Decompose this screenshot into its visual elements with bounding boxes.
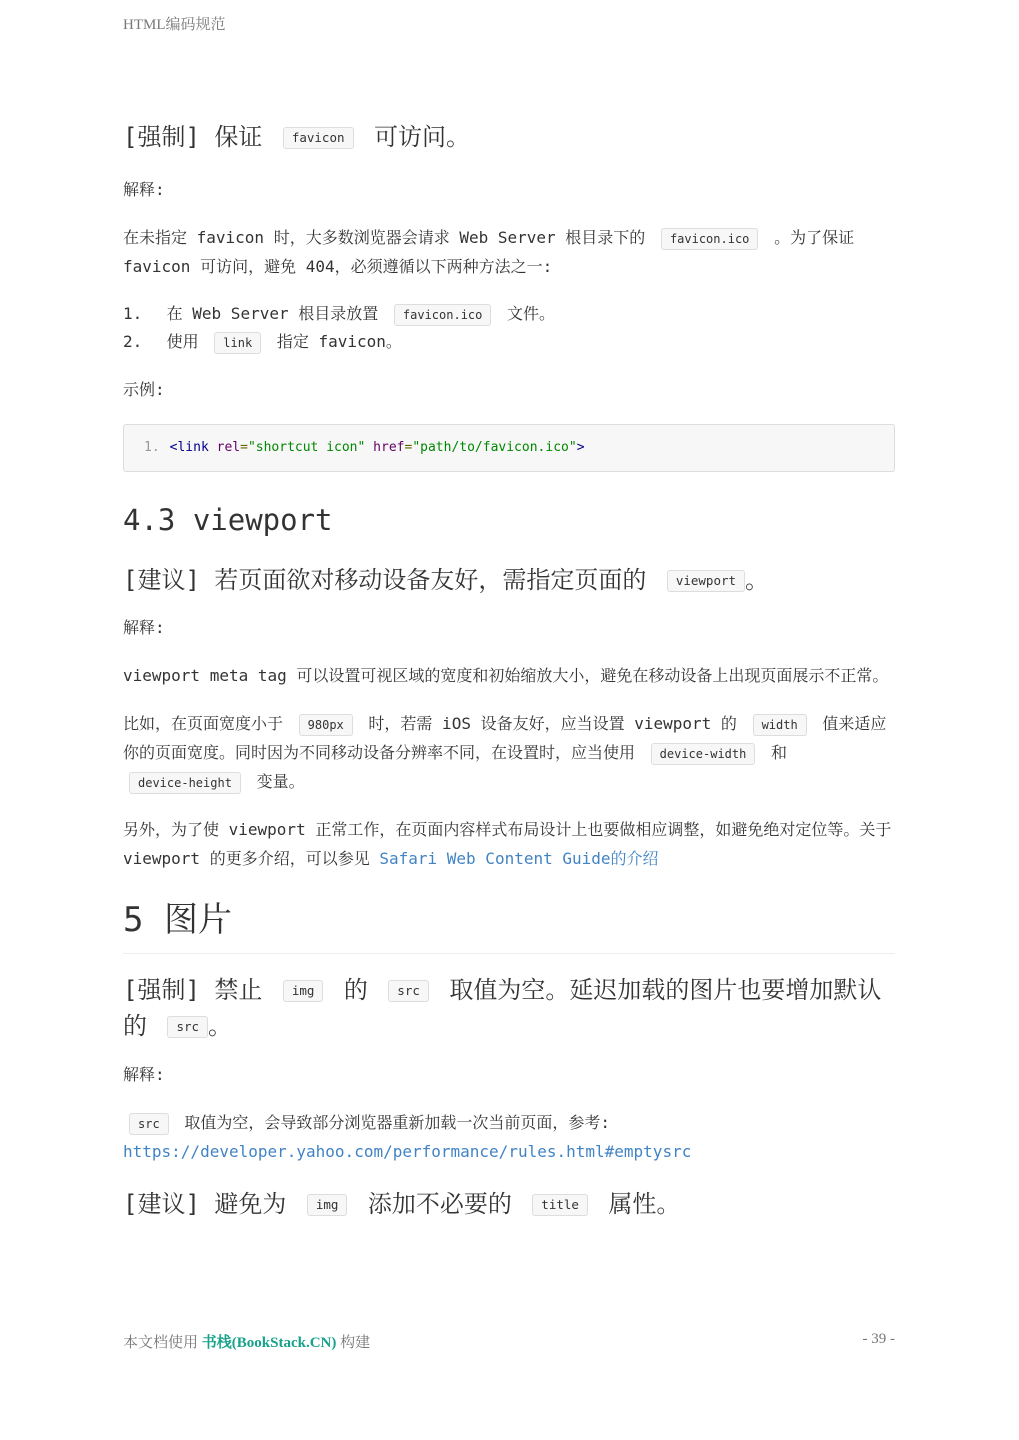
footer-text: 本文档使用: [123, 1335, 199, 1351]
heading-text: 属性。: [608, 1190, 681, 1218]
inline-code: src: [167, 1016, 208, 1038]
text: 使用: [166, 332, 199, 351]
text: 另外，为了使 viewport 正常工作，在页面内容样式布局设计上也要做相应调整，如避免绝对定位等。关于 viewport 的更多介绍，可以参见: [123, 820, 892, 868]
text: 在 Web Server 根目录放置: [166, 304, 379, 323]
heading-text: [强制] 保证: [123, 123, 263, 151]
favicon-steps-list: [123, 300, 895, 356]
page-header-title: HTML编码规范: [123, 17, 226, 33]
inline-code: viewport: [667, 570, 745, 592]
heading-text: [建议] 避免为: [123, 1190, 287, 1218]
viewport-section-title: 4.3 viewport: [123, 503, 333, 537]
code-eq: =: [404, 440, 413, 455]
inline-code: favicon.ico: [661, 228, 758, 250]
inline-code: src: [388, 980, 429, 1002]
heading-text: 的: [343, 976, 368, 1004]
text: 值来适应你的页面宽度。同时因为不同移动设备分辨率不同，在设置时，应当使用: [123, 714, 887, 762]
inline-code: favicon: [283, 127, 354, 149]
viewport-paragraph-1: viewport meta tag 可以设置可视区域的宽度和初始缩放大小，避免在移动设备上出现页面展示不正常。: [123, 666, 889, 685]
inline-code: width: [753, 714, 807, 736]
heading-text: 。: [745, 566, 770, 594]
inline-code: img: [307, 1194, 348, 1216]
text: 文件。: [507, 304, 556, 323]
page-footer: [123, 1331, 895, 1352]
inline-code: title: [532, 1194, 588, 1216]
inline-code: src: [129, 1113, 169, 1135]
code-block: [123, 424, 895, 472]
code-string: "path/to/favicon.ico": [412, 440, 577, 455]
page-number: - 39 -: [862, 1331, 895, 1347]
code-attr: rel: [216, 440, 241, 455]
image-section-title: 5 图片: [123, 900, 232, 940]
text: 在未指定 favicon 时，大多数浏览器会请求 Web Server 根目录下的: [123, 228, 646, 247]
heading-text: [建议] 若页面欲对移动设备友好，需指定页面的: [123, 566, 647, 594]
viewport-paragraph-2: [123, 709, 895, 796]
list-number: 2.: [123, 332, 143, 351]
favicon-paragraph: [123, 223, 895, 281]
text: 指定 favicon。: [276, 332, 402, 351]
text: 比如，在页面宽度小于: [123, 714, 284, 733]
section-divider: [123, 953, 895, 954]
img-title-rule-heading: [123, 1186, 895, 1222]
line-number: 1.: [144, 440, 160, 455]
viewport-rule-heading: [123, 562, 895, 598]
heading-text: 。: [208, 1012, 233, 1040]
explain-label: 解释:: [123, 180, 165, 199]
document-content: [123, 115, 895, 1222]
code-tag-close: >: [576, 440, 585, 455]
heading-text: 可访问。: [373, 123, 470, 151]
inline-code: link: [214, 332, 261, 354]
footer-text: 构建: [340, 1335, 371, 1351]
img-src-paragraph: [123, 1108, 895, 1166]
heading-text: 添加不必要的: [367, 1190, 512, 1218]
heading-text: 取值为空。延迟加载的图片也要增加默认的: [123, 976, 882, 1040]
inline-code: 980px: [299, 714, 353, 736]
bookstack-brand-link[interactable]: 书栈(BookStack.CN): [201, 1335, 337, 1351]
text: 变量。: [256, 772, 305, 791]
inline-code: device-height: [129, 772, 241, 794]
example-label: 示例:: [123, 380, 165, 399]
text: 取值为空，会导致部分浏览器重新加载一次当前页面，参考:: [184, 1113, 610, 1132]
code-eq: =: [240, 440, 248, 455]
safari-guide-link[interactable]: Safari Web Content Guide的介绍: [379, 849, 659, 868]
code-string: "shortcut icon": [247, 440, 366, 455]
list-item: [123, 328, 895, 356]
explain-label: 解释:: [123, 1065, 165, 1084]
code-tag-open: <link: [169, 440, 209, 455]
list-item: [123, 300, 895, 328]
text: 时，若需 iOS 设备友好，应当设置 viewport 的: [368, 714, 737, 733]
inline-code: favicon.ico: [394, 304, 491, 326]
explain-label: 解释:: [123, 618, 165, 637]
heading-text: [强制] 禁止: [123, 976, 263, 1004]
favicon-rule-heading: [123, 119, 895, 155]
code-attr: href: [373, 440, 405, 455]
viewport-paragraph-3: [123, 815, 895, 873]
inline-code: img: [283, 980, 324, 1002]
yahoo-rules-link[interactable]: https://developer.yahoo.com/performance/rules.html#emptysrc: [123, 1142, 692, 1161]
inline-code: device-width: [651, 743, 756, 765]
text: 。为了保证 favicon 可访问，避免 404，必须遵循以下两种方法之一:: [123, 228, 855, 276]
list-number: 1.: [123, 304, 143, 323]
img-src-rule-heading: [123, 972, 895, 1044]
text: 和: [771, 743, 788, 762]
